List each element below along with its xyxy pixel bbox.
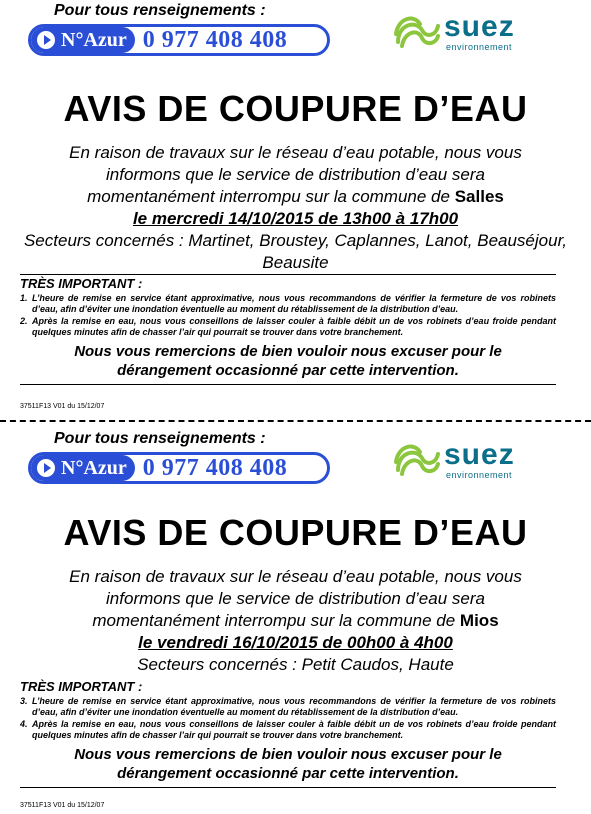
notice-body: En raison de travaux sur le réseau d’eau potable, nous vous informons que le service de distribution d’eau sera momentanément interrompu sur la commune de Mios le vendredi 16/10/2015 de 00h00 à 4h00 Secteurs concernés : Petit Caudos, Haute [20, 566, 571, 676]
important-section: TRÈS IMPORTANT : 3. L’heure de remise en service étant approximative, nous vous recommandons de vérifier la fermeture de vos robinets d’eau, afin d’éviter une inondation éventuelle au moment du rétablissement de la distribution d’eau. 4. Après la remise en eau, nous vous conseillons de laisser couler à faible débit un de vos robinets d’eau froide pendant quelques minutes afin de chasser l’air qui pourrait se trouver dans votre branchement. Nous vous remercions de bien vouloir nous excuser pour le dérangement occasionné par cette intervention. [20, 678, 556, 788]
info-label: Pour tous renseignements : [54, 2, 266, 19]
arrow-right-icon [37, 459, 55, 477]
suez-logo: suez environnement [392, 12, 542, 56]
suez-swirl-icon [392, 12, 442, 56]
thanks-message: Nous vous remercions de bien vouloir nous excuser pour le dérangement occasionné par cette intervention. [74, 343, 502, 379]
info-label: Pour tous renseignements : [54, 430, 266, 447]
azur-label: N°Azur [61, 456, 127, 479]
reference-code: 37511F13 V01 du 15/12/07 [20, 403, 105, 410]
list-item: 2. Après la remise en eau, nous vous conseillons de laisser couler à faible débit un de vos robinets d’eau froide pendant quelques minutes afin de chasser l’air qui pourrait se trouver dans votre branchement. [20, 316, 556, 337]
suez-logo: suez environnement [392, 440, 542, 484]
commune-name: Salles [454, 187, 504, 206]
azur-label: N°Azur [61, 28, 127, 51]
date-line: le vendredi 16/10/2015 de 00h00 à 4h00 [138, 633, 453, 652]
important-section: TRÈS IMPORTANT : 1. L’heure de remise en service étant approximative, nous vous recommandons de vérifier la fermeture de vos robinets d’eau, afin d’éviter une inondation éventuelle au moment du rétablissement de la distribution d’eau. 2. Après la remise en eau, nous vous conseillons de laisser couler à faible débit un de vos robinets d’eau froide pendant quelques minutes afin de chasser l’air qui pourrait se trouver dans votre branchement. Nous vous remercions de bien vouloir nous excuser pour le dérangement occasionné par cette intervention. [20, 274, 556, 385]
notice-title: AVIS DE COUPURE D’EAU [63, 512, 528, 553]
commune-name: Mios [459, 611, 499, 630]
suez-swirl-icon [392, 440, 442, 484]
notice-body: En raison de travaux sur le réseau d’eau potable, nous vous informons que le service de distribution d’eau sera momentanément interrompu sur la commune de Salles le mercredi 14/10/2015 de 13h00 à 17h00 Secteurs concernés : Martinet, Broustey, Caplannes, Lanot, Beauséjour, Beausite [20, 142, 571, 274]
list-item: 4. Après la remise en eau, nous vous conseillons de laisser couler à faible débit un de vos robinets d’eau froide pendant quelques minutes afin de chasser l’air qui pourrait se trouver dans votre branchement. [20, 719, 556, 740]
arrow-right-icon [37, 31, 55, 49]
thanks-message: Nous vous remercions de bien vouloir nous excuser pour le dérangement occasionné par cette intervention. [74, 746, 502, 782]
cut-line [0, 420, 591, 422]
azur-phone-banner [28, 24, 330, 56]
reference-code: 37511F13 V01 du 15/12/07 [20, 802, 105, 809]
azur-phone-banner [28, 452, 330, 484]
notice-title: AVIS DE COUPURE D’EAU [63, 88, 528, 129]
sectors: Secteurs concernés : Petit Caudos, Haute [137, 655, 454, 674]
date-line: le mercredi 14/10/2015 de 13h00 à 17h00 [132, 209, 459, 228]
list-item: 3. L’heure de remise en service étant approximative, nous vous recommandons de vérifier la fermeture de vos robinets d’eau, afin d’éviter une inondation éventuelle au moment du rétablissement de la distribution d’eau. [20, 696, 556, 717]
phone-number: 0 977 408 408 [142, 454, 288, 481]
list-item: 1. L’heure de remise en service étant approximative, nous vous recommandons de vérifier la fermeture de vos robinets d’eau, afin d’éviter une inondation éventuelle au moment du rétablissement de la distribution d’eau. [20, 293, 556, 314]
notice-mios [0, 428, 591, 814]
sectors: Secteurs concernés : Martinet, Broustey, Caplannes, Lanot, Beauséjour, Beausite [23, 231, 568, 272]
phone-number: 0 977 408 408 [142, 26, 288, 53]
